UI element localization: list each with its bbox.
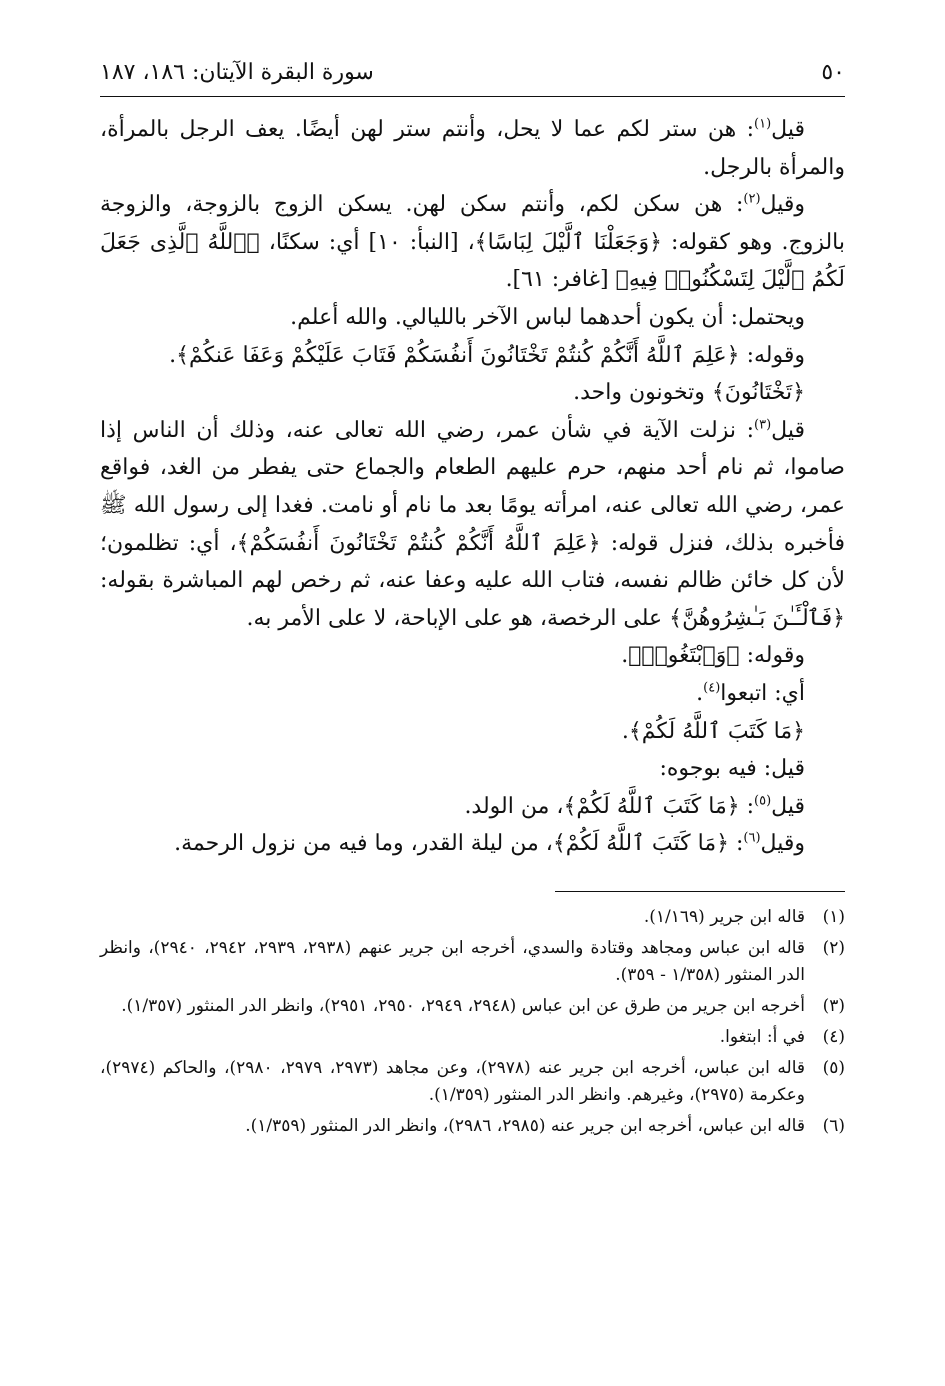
page-header <box>100 58 845 97</box>
text-run: وقوله: <box>739 342 805 368</box>
text-run: ، أي: تظلمون؛ لأن كل خائن ظالم نفسه، فتاب الله عليه وعفا عنه، ثم رخص لهم المباشرة بقوله: <box>100 530 845 594</box>
text-run: على الرخصة، هو على الإباحة، لا على الأمر به. <box>246 605 670 631</box>
footnote-marker: (١) <box>754 116 772 132</box>
page-number: ٥٠ <box>821 60 845 85</box>
text-run: ، [النبأ: ١٠] أي: سكنًا، <box>259 229 475 255</box>
text-run: وقيل <box>760 831 805 857</box>
footnote-number: (١) <box>822 906 845 927</box>
footnote-text: أخرجه ابن جرير من طرق عن ابن عباس (٢٩٤٨، ٢٩٤٩، ٢٩٥٠، ٢٩٥١)، وانظر الدر المنثور (١/٣٥٧). <box>121 995 805 1016</box>
footnote-number: (٤) <box>822 1026 845 1047</box>
footnote-text: في أ: ابتغوا. <box>719 1026 805 1047</box>
footnote-marker: (٦) <box>743 830 761 846</box>
quran-verse: ﴿وَٱبْتَغُوا۟﴾ <box>628 643 740 669</box>
text-run: . <box>696 680 704 706</box>
text-run: قيل <box>771 417 805 443</box>
footnote <box>100 1024 845 1051</box>
footnote-number: (٦) <box>822 1115 845 1136</box>
text-run: وقيل <box>760 192 805 218</box>
footnote-number: (٥) <box>822 1057 845 1078</box>
paragraph <box>100 186 845 299</box>
text-run: قيل <box>771 793 805 819</box>
quran-verse: ﴿وَجَعَلْنَا ٱلَّيْلَ لِبَاسًا﴾ <box>474 229 663 255</box>
text-run: قيل: فيه بوجوه: <box>659 756 805 782</box>
footnote-marker: (٤) <box>703 680 721 696</box>
footnote-text: قاله ابن عباس ومجاهد وقتادة والسدي، أخرجه ابن جرير عنهم (٢٩٣٨، ٢٩٣٩، ٢٩٤٢، ٢٩٤٠)، وانظر الدر المنثور (١/٣٥٨ - ٣٥٩). <box>100 937 806 985</box>
text-run: : نزلت الآية في شأن عمر، رضي الله تعالى عنه، وذلك أن الناس إذا صاموا، ثم نام أحد منهم، حرم عليهم الطعام والجماع حتى يفطر من الغد، فواقع عمر، رضي الله تعالى عنه، امرأته يومًا بعد ما نام أو نامت. فغدا إلى رسول الله ﷺ فأخبره بذلك، فنزل قوله: <box>100 417 845 556</box>
footnote-text: قاله ابن عباس، أخرجه ابن جرير عنه (٢٩٧٨)، وعن مجاهد (٢٩٧٣، ٢٩٧٩، ٢٩٨٠)، والحاكم (٢٩٧٤)، وعكرمة (٢٩٧٥)، وغيرهم. وانظر الدر المنثور (١/٣٥٩). <box>100 1057 806 1105</box>
paragraph <box>100 825 845 863</box>
quran-verse: ﴿مَا كَتَبَ ٱللَّهُ لَكُمْ﴾ <box>628 718 805 744</box>
paragraph <box>100 337 845 375</box>
paragraph <box>100 374 845 412</box>
text-run: وقوله: <box>739 643 805 669</box>
paragraph <box>100 299 845 337</box>
quran-verse: ﴿تَخْتَانُونَ﴾ <box>711 380 805 406</box>
quran-verse: ﴿عَلِمَ ٱللَّهُ أَنَّكُمْ كُنتُمْ تَخْتَانُونَ أَنفُسَكُمْ فَتَابَ عَلَيْكُمْ وَعَفَا عَنكُمْ﴾ <box>176 342 740 368</box>
text-run: ، من الولد. <box>464 793 564 819</box>
text-run: قيل <box>771 117 805 142</box>
paragraph <box>100 713 845 751</box>
running-title: سورة البقرة الآيتان: ١٨٦، ١٨٧ <box>100 60 374 85</box>
text-run: وتخونون واحد. <box>573 380 712 406</box>
quran-verse: ﴿فَٱلْـَٔـٰنَ بَـٰشِرُوهُنَّ﴾ <box>669 605 845 631</box>
quran-verse: ﴿مَا كَتَبَ ٱللَّهُ لَكُمْ﴾ <box>552 831 729 857</box>
text-run: ، من ليلة القدر، وما فيه من نزول الرحمة. <box>174 831 553 857</box>
quran-verse: ﴿ٱللَّهُ ٱلَّذِى جَعَلَ لَكُمُ ٱلَّيْلَ لِتَسْكُنُوا۟ فِيهِ﴾ <box>100 229 845 293</box>
footnote <box>100 935 845 989</box>
text-run: . <box>621 718 629 744</box>
footnote-number: (٣) <box>822 995 845 1016</box>
paragraph <box>100 750 845 788</box>
footnote-separator <box>555 891 845 892</box>
text-run: . <box>169 342 177 368</box>
footnote-text: قاله ابن عباس، أخرجه ابن جرير عنه (٢٩٨٥، ٢٩٨٦)، وانظر الدر المنثور (١/٣٥٩). <box>245 1115 805 1136</box>
text-run: : <box>729 831 744 857</box>
paragraph <box>100 412 845 638</box>
footnote-text: قاله ابن جرير (١/١٦٩). <box>643 906 805 927</box>
footnote <box>100 1055 845 1109</box>
footnote-marker: (٥) <box>754 793 772 809</box>
text-run: : هن ستر لكم عما لا يحل، وأنتم ستر لهن أيضًا. يعف الرجل بالمرأة، والمرأة بالرجل. <box>100 117 845 180</box>
footnotes <box>100 904 845 1140</box>
main-text <box>100 111 845 863</box>
paragraph <box>100 788 845 826</box>
text-run: : <box>739 793 755 819</box>
text-run: أي: اتبعوا <box>720 680 805 706</box>
footnote-number: (٢) <box>822 937 845 958</box>
paragraph <box>100 675 845 713</box>
quran-verse: ﴿عَلِمَ ٱللَّهُ أَنَّكُمْ كُنتُمْ تَخْتَانُونَ أَنفُسَكُمْ﴾ <box>236 530 601 556</box>
paragraph <box>100 637 845 675</box>
paragraph <box>100 111 845 186</box>
footnote-marker: (٣) <box>754 417 772 433</box>
footnote <box>100 993 845 1020</box>
text-run: . <box>621 643 629 669</box>
text-run: [غافر: ٦١]. <box>505 267 616 293</box>
footnote-marker: (٢) <box>743 191 761 207</box>
text-run: ويحتمل: أن يكون أحدهما لباس الآخر بالليالي. والله أعلم. <box>290 304 805 330</box>
quran-verse: ﴿مَا كَتَبَ ٱللَّهُ لَكُمْ﴾ <box>563 793 740 819</box>
footnote <box>100 1113 845 1140</box>
text-run: : هن سكن لكم، وأنتم سكن لهن. يسكن الزوج بالزوجة، والزوجة بالزوج. وهو كقوله: <box>100 192 845 255</box>
footnote <box>100 904 845 931</box>
